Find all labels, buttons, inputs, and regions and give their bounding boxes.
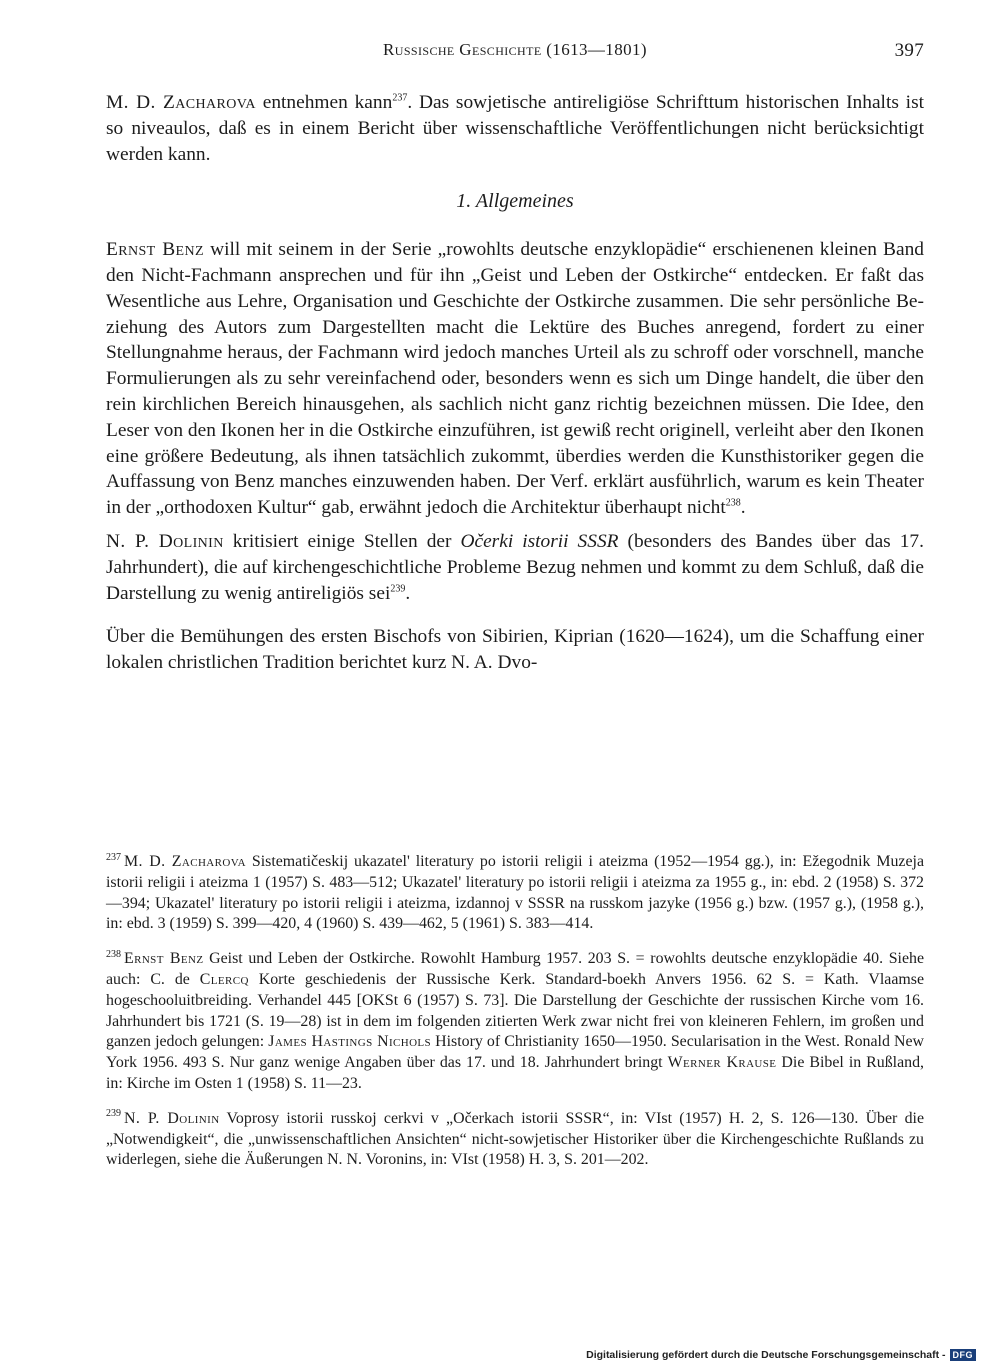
footnote-text: Die Bibel in Rußland, in: Kirche im Osten 1 (1958) S. 11—23. bbox=[106, 1054, 925, 1092]
paragraph-2 bbox=[106, 237, 924, 521]
page-number: 397 bbox=[894, 40, 924, 61]
running-head bbox=[106, 40, 924, 66]
paragraph-text: . bbox=[740, 497, 746, 519]
footnote-number: 239 bbox=[106, 1108, 121, 1120]
paragraph-3 bbox=[106, 529, 924, 606]
paragraph-text: entnehmen kann bbox=[255, 92, 393, 113]
dfg-logo-icon: DFG bbox=[950, 1349, 977, 1361]
author-name: M. D. Zacharova bbox=[124, 853, 246, 870]
digitization-note bbox=[586, 1347, 976, 1363]
author-name: N. P. Dolinin bbox=[124, 1109, 220, 1127]
footnote-ref: 239 bbox=[390, 583, 406, 595]
main-text bbox=[106, 90, 924, 676]
paragraph-text: kritisiert einige Stellen der bbox=[223, 530, 461, 552]
footnote-239 bbox=[106, 1109, 924, 1171]
author-name: Clercq bbox=[199, 970, 249, 988]
section-heading: 1. Allgemeines bbox=[456, 190, 574, 213]
footnote-text: Voprosy istorii russkoj cerkvi v „Očerkach istorii SSSR“, in: VIst (1957) H. 2, S. 126—130. Über die „Notwendigkeit“, die „unwissenschaftlichen Ansichten“ nicht-sowjetischer Historiker über die Kirchengeschichte Rußlands zu widerlegen, siehe die Äußerungen N. N. Voronins, in: VIst (1958) H. 3, S. 201—202. bbox=[106, 1109, 924, 1169]
paragraph-4: Über die Bemühungen des ersten Bischofs von Sibirien, Kiprian (1620—1624), um die Schaffung einer lokalen christlichen Tradition berichtet kurz N. A. Dvo- bbox=[106, 626, 924, 674]
paragraph-1 bbox=[106, 90, 924, 167]
footnotes bbox=[106, 852, 924, 1185]
paragraph-text: will mit seinem in der Serie „rowohlts deutsche enzyklopädie“ erschienenen kleinen Band den Nicht-Fachmann ansprechen und für ihn „Geist und Leben der Ostkirche“ entdecken. Er faßt das Wesentliche aus Lehre, Organisation und Geschichte der Ostkirche zusammen. Die sehr persönliche Beziehung des Autors zum Dargestellten macht die Lektüre des Buches anregend, fordert zu einer Stellungnahme heraus, der Fachmann wird jedoch manches Urteil als zu schroff oder vorschnell, manche Formulierungen als zu sehr vereinfachend oder, besonders wenn es sich um Dinge handelt, die über den rein kirchlichen Bereich hinausgehen, als sachlich nicht ganz richtig bezeichnen müssen. Die Idee, den Leser von den Ikonen her in die Ostkirche einzuführen, ist gewiß recht originell, verleiht aber den Ikonen eine größere Bedeutung, als ihnen tatsächlich zukommt, überdies werden die Kunsthistoriker gegen die Auffassung von Benz manches einzuwenden haben. Der Verf. erklärt ausführlich, warum es kein Theater in der „orthodoxen Kultur“ gab, erwähnt jedoch die Architektur überhaupt nicht bbox=[106, 239, 924, 519]
footnote-number: 237 bbox=[106, 851, 121, 863]
author-name: Ernst Benz bbox=[106, 239, 204, 261]
footnote-ref: 238 bbox=[725, 497, 741, 509]
footnote-text: Geist und Leben der Ostkirche. Rowohlt Hamburg 1957. 203 S. = rowohlts deutsche enzyklopädie 40. Siehe auch: C. de bbox=[106, 950, 925, 988]
footnote-number: 238 bbox=[106, 948, 121, 960]
author-name: Ernst Benz bbox=[124, 950, 204, 968]
footnote-text: Sistematičeskij ukazatel' literatury po istorii religii i ateizma (1952—1954 gg.), in: Ežegodnik Muzeja istorii religii i ateizma 1 (1957) S. 483—512; Ukazatel' literatury po istorii religii i ateizma za 1955 g., in: ebd. 2 (1958) S. 372—394; Ukazatel' literatury po istorii religii i ateizma, izdannoj v SSSR na russkom jazyke (1956 g.) bzw. (1957 g.), (1958 g.), in: ebd. 3 (1959) S. 399—420, 4 (1960) S. 439—462, 5 (1961) S. 383—414. bbox=[106, 853, 925, 933]
author-name: M. D. Zacharova bbox=[106, 92, 256, 113]
footnote-238 bbox=[106, 949, 924, 1095]
digitization-text: Digitalisierung gefördert durch die Deutsche Forschungsgemeinschaft - bbox=[586, 1349, 946, 1361]
work-title: Očerki istorii SSSR bbox=[460, 530, 619, 552]
author-name: James Hastings Nichols bbox=[268, 1033, 432, 1051]
paragraph-text: . bbox=[405, 582, 411, 604]
author-name: Werner Krause bbox=[667, 1054, 777, 1072]
footnote-237 bbox=[106, 852, 924, 935]
footnote-text: History of Christianity 1650—1950. Secularisation in the West. Ronald New York 1956. 493 S. Nur ganz wenige Angaben über das 17. und 18. Jahrhundert bringt bbox=[106, 1033, 924, 1072]
running-title: Russische Geschichte (1613—1801) bbox=[383, 40, 647, 59]
author-name: N. P. Dolinin bbox=[106, 530, 224, 552]
paragraph-text: (besonders des Bandes über das 17. Jahrhundert), die auf kirchengeschichtliche Probleme Bezug nehmen und kommt zu dem Schluß, daß die Darstellung zu wenig antireligiös sei bbox=[106, 530, 924, 604]
footnote-text: Korte geschiedenis der Russische Kerk. Standard-boekh Anvers 1956. 62 S. = Kath. Vlaamse hogeschooluitbreiding. Verhandel 445 [OKSt 6 (1957) S. 73]. Die Darstellung der Geschichte der russischen Kirche vom 16. Jahrhundert bis 1721 (S. 19—28) ist in dem im folgenden zitierten Werk zwar nicht frei von kleineren Fehlern, im großen und ganzen jedoch gelungen: bbox=[106, 970, 925, 1051]
paragraph-text: . Das sowjetische antireligiöse Schrifttum historischen Inhalts ist so niveaulos, daß es in einem Bericht über wissenschaftliche Veröffentlichungen nicht berücksichtigt werden kann. bbox=[106, 92, 924, 165]
footnote-ref: 237 bbox=[392, 92, 408, 104]
